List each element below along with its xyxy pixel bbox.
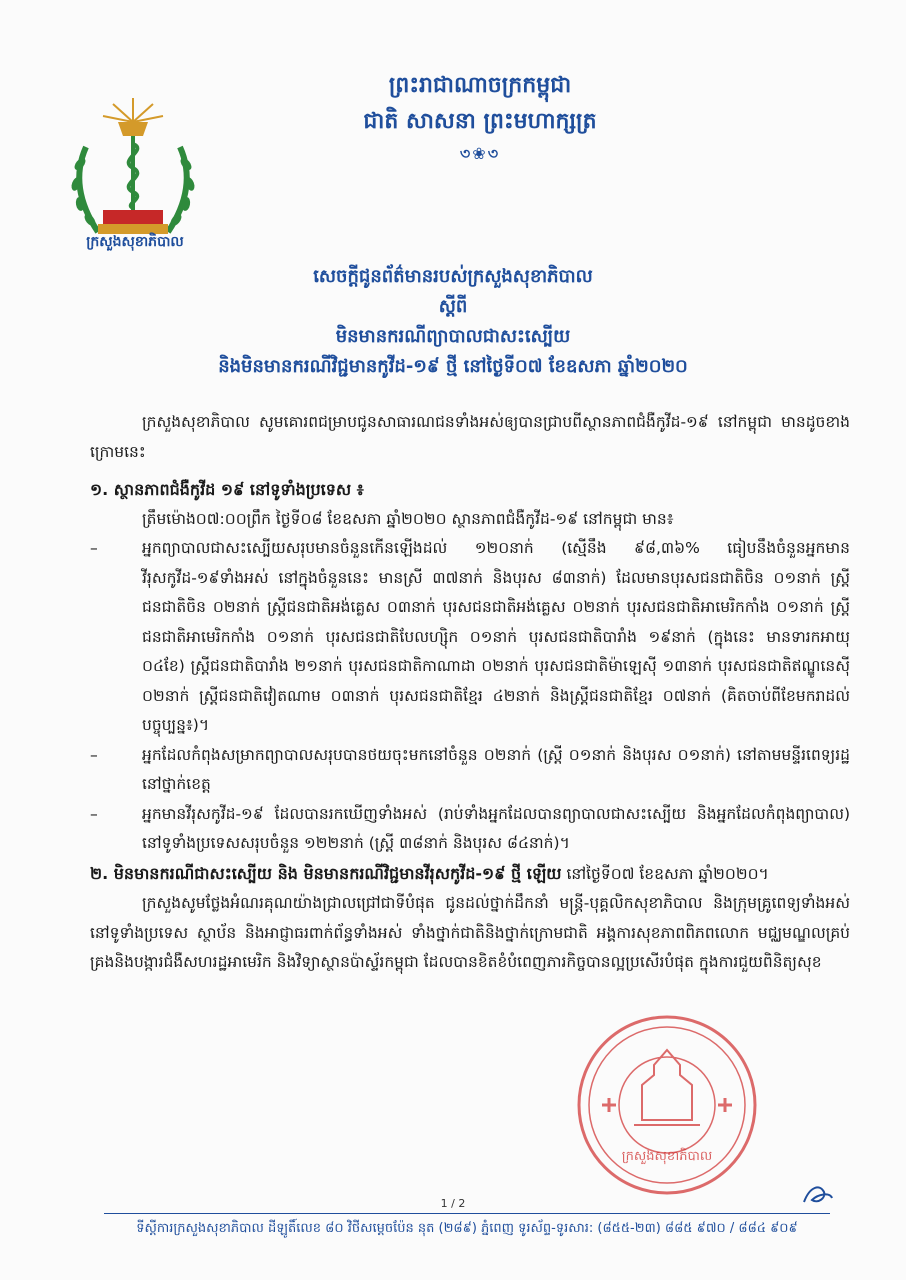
signature-icon [800,1180,836,1210]
kingdom-header [290,68,670,168]
ornament-divider: ৩❀৩ [459,144,501,163]
seal-text: ក្រសួងសុខាភិបាល [621,1149,713,1164]
closing-paragraph: ក្រសួងសូមថ្លែងអំណរគុណយ៉ាងជ្រាលជ្រៅជាទីបំផុត ជូនដល់ថ្នាក់ដឹកនាំ មន្ត្រី-បុគ្គលិកសុខាភិបាល និងក្រុមគ្រូពេទ្យទាំងអស់នៅទូទាំងប្រទេស ស្ថាប័ន និងអាជ្ញាធរពាក់ព័ន្ធទាំងអស់ ទាំងថ្នាក់ជាតិនិងថ្នាក់ក្រោមជាតិ អង្គការសុខភាពពិភពលោក មជ្ឈមណ្ឌលគ្រប់គ្រងនិងបង្ការជំងឺសហរដ្ឋអាមេរិក និងវិទ្យាស្ថានប៉ាស្ទ័រកម្ពុជា ដែលបានខិតខំបំពេញភារកិច្ចបានល្អប្រសើរបំផុត ក្នុងការជួយពិនិត្យសុខ [90,894,850,971]
page-number: 1 / 2 [440,1197,466,1210]
ministry-emblem-icon [58,92,208,252]
section-1-lead: ត្រឹមម៉ោង០៧:០០ព្រឹក ថ្ងៃទី០៨ ខែឧសភា ឆ្នាំ២០២០ ស្ថានភាពជំងឺកូវីដ-១៩ នៅកម្ពុជា មាន៖ [142,509,674,528]
bullet-dash: – [90,745,98,764]
ministry-logo [58,92,208,252]
seal-icon [572,1010,762,1200]
bullet-dash: – [90,804,98,823]
title-line-1: សេចក្ដីជូនព័ត៌មានរបស់ក្រសួងសុខាភិបាល [313,266,593,287]
kingdom-line-1: ព្រះរាជាណាចក្រកម្ពុជា [388,73,572,98]
title-line-3: មិនមានករណីព្យាបាលជាសះស្បើយ [335,326,571,347]
section-1-heading: ១. ស្ថានភាពជំងឺកូវីដ ១៩ នៅទូទាំងប្រទេស ៖ [90,480,364,499]
initial-signature [800,1180,836,1210]
section-2-paragraph [90,859,850,890]
bullet-item [90,534,850,741]
document-title [100,262,806,382]
footer-address: ទីស្ដីការក្រសួងសុខាភិបាល ដីឡូតិ៍លេខ ៨០ វិថីសម្ដេចប៉ែន នុត (២៨៩) ភ្នំពេញ ទូរស័ព្ទ-ទូរសារ: (៨៥៥-២៣) ៨៨៥ ៩៧០ / ៨៨៤ ៩០៩ [136,1221,798,1236]
bullet-text: អ្នកព្យាបាលជាសះស្បើយសរុបមានចំនួនកើនឡើងដល់ ១២០នាក់ (ស្មើនឹង ៩៨,៣៦% ធៀបនឹងចំនួនអ្នកមានវីរុសកូវីដ-១៩ទាំងអស់ នៅក្នុងចំនួននេះ មានស្រី ៣៧នាក់ និងបុរស ៨៣នាក់) ដែលមានបុរសជនជាតិចិន ០១នាក់ ស្ត្រីជនជាតិចិន ០២នាក់ ស្ត្រីជនជាតិអង់គ្លេស ០៣នាក់ បុរសជនជាតិអង់គ្លេស ០២នាក់ បុរសជនជាតិអាមេរិកកាំង ០១នាក់ ស្ត្រីជនជាតិអាមេរិកកាំង ០១នាក់ បុរសជនជាតិបែលហ្ស៊ិក ០១នាក់ បុរសជនជាតិបារាំង ១៩នាក់ (ក្នុងនេះ មានទារកអាយុ ០៤ខែ) ស្ត្រីជនជាតិបារាំង ២១នាក់ បុរសជនជាតិកាណាដា ០២នាក់ បុរសជនជាតិម៉ាឡេស៊ី ១៣នាក់ បុរសជនជាតិឥណ្ឌូនេស៊ី ០២នាក់ ស្ត្រីជនជាតិវៀតណាម ០៣នាក់ បុរសជនជាតិខ្មែរ ៤២នាក់ និងស្ត្រីជនជាតិខ្មែរ ០៧នាក់ (គិតចាប់ពីខែមករាដល់បច្ចុប្បន្ន៖)។ [142,539,850,734]
bullet-text: អ្នកដែលកំពុងសម្រាកព្យាបាលសរុបបានថយចុះមកនៅចំនួន ០២នាក់ (ស្ត្រី ០១នាក់ និងបុរស ០១នាក់) នៅតាមមន្ទីរពេទ្យរដ្ឋនៅថ្នាក់ខេត្ត [142,745,850,793]
intro-paragraph: ក្រសួងសុខាភិបាល សូមគោរពជម្រាបជូនសាធារណជនទាំងអស់ឲ្យបានជ្រាបពីស្ថានភាពជំងឺកូវីដ-១៩ នៅកម្ពុជា មានដូចខាងក្រោមនេះ [90,413,850,461]
section-2-tail: នៅថ្ងៃទី០៧ ខែឧសភា ឆ្នាំ២០២០។ [566,864,769,883]
title-line-2: ស្ដីពី [438,296,468,317]
footer-divider [104,1213,830,1214]
kingdom-line-2: ជាតិ សាសនា ព្រះមហាក្សត្រ [363,109,597,134]
ministry-caption: ក្រសួងសុខាភិបាល [86,234,184,250]
title-line-4: និងមិនមានករណីវិជ្ជមានកូវីដ-១៩ ថ្មី នៅថ្ងៃទី០៧ ខែឧសភា ឆ្នាំ២០២០ [218,356,688,377]
section-2-heading: ២. មិនមានករណីជាសះស្បើយ និង មិនមានករណីវិជ្ជមានវីរុសកូវីដ-១៩ ថ្មី ឡើយ [90,863,562,883]
bullet-item [90,800,850,859]
document-body [90,408,850,978]
bullet-dash: – [90,539,98,557]
bullet-item [90,741,850,800]
bullet-text: អ្នកមានវីរុសកូវីដ-១៩ ដែលបានរកឃើញទាំងអស់ (រាប់ទាំងអ្នកដែលបានព្យាបាលជាសះស្បើយ និងអ្នកដែលកំពុងព្យាបាល) នៅទូទាំងប្រទេសសរុបចំនួន ១២២នាក់ (ស្ត្រី ៣៨នាក់ និងបុរស ៨៤នាក់)។ [142,804,850,852]
official-seal-stamp [572,1010,762,1200]
